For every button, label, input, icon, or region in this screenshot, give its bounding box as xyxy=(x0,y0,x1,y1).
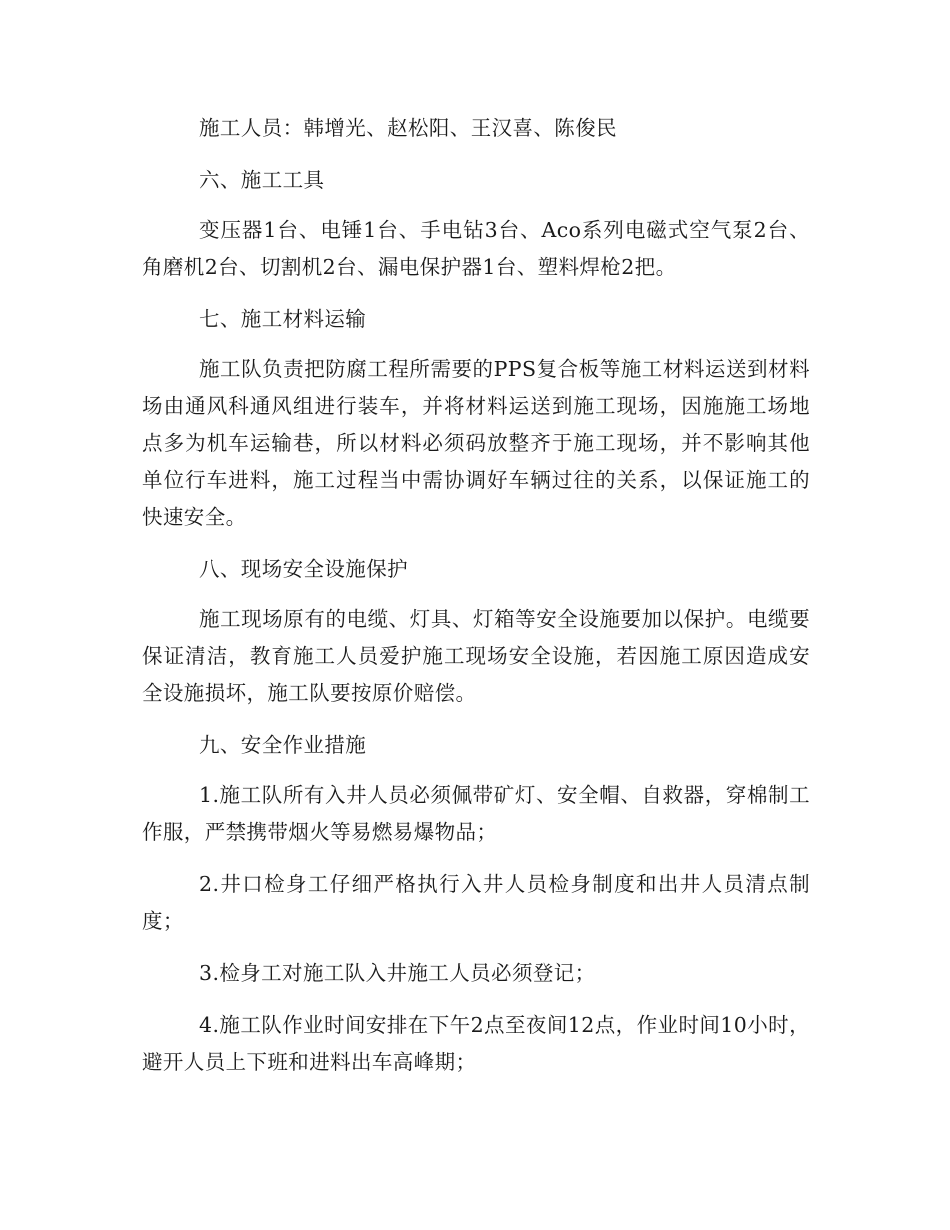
safety-measure-item-3: 3.检身工对施工队入井施工人员必须登记； xyxy=(199,961,596,985)
site-safety-protection-paragraph: 施工现场原有的电缆、灯具、灯箱等安全设施要加以保护。电缆要保证清洁，教育施工人员爱护施工现场安全设施，若因施工原因造成安全设施损坏，施工队要按原价赔偿。 xyxy=(142,607,810,705)
safety-measure-item-4: 4.施工队作业时间安排在下午2点至夜间12点，作业时间10小时，避开人员上下班和进料出车高峰期； xyxy=(142,1013,810,1074)
safety-measure-item-1: 1.施工队所有入井人员必须佩带矿灯、安全帽、自救器，穿棉制工作服，严禁携带烟火等易燃易爆物品； xyxy=(142,783,810,844)
document-page xyxy=(142,110,810,1096)
section-heading-tools: 六、施工工具 xyxy=(199,168,325,192)
personnel-paragraph: 施工人员：韩增光、赵松阳、王汉喜、陈俊民 xyxy=(199,116,617,140)
section-heading-site-safety-protection: 八、现场安全设施保护 xyxy=(199,557,408,581)
tools-paragraph: 变压器1台、电锤1台、手电钻3台、Aco系列电磁式空气泵2台、角磨机2台、切割机2台、漏电保护器1台、塑料焊枪2把。 xyxy=(142,218,810,279)
safety-measure-item-2: 2.井口检身工仔细严格执行入井人员检身制度和出井人员清点制度； xyxy=(142,872,810,933)
material-transport-paragraph: 施工队负责把防腐工程所需要的PPS复合板等施工材料运送到材料场由通风科通风组进行装车，并将材料运送到施工现场，因施施工场地点多为机车运输巷，所以材料必须码放整齐于施工现场，并不影响其他单位行车进料，施工过程当中需协调好车辆过往的关系，以保证施工的快速安全。 xyxy=(142,357,810,529)
section-heading-material-transport: 七、施工材料运输 xyxy=(199,307,367,331)
section-heading-safety-measures: 九、安全作业措施 xyxy=(199,733,367,757)
